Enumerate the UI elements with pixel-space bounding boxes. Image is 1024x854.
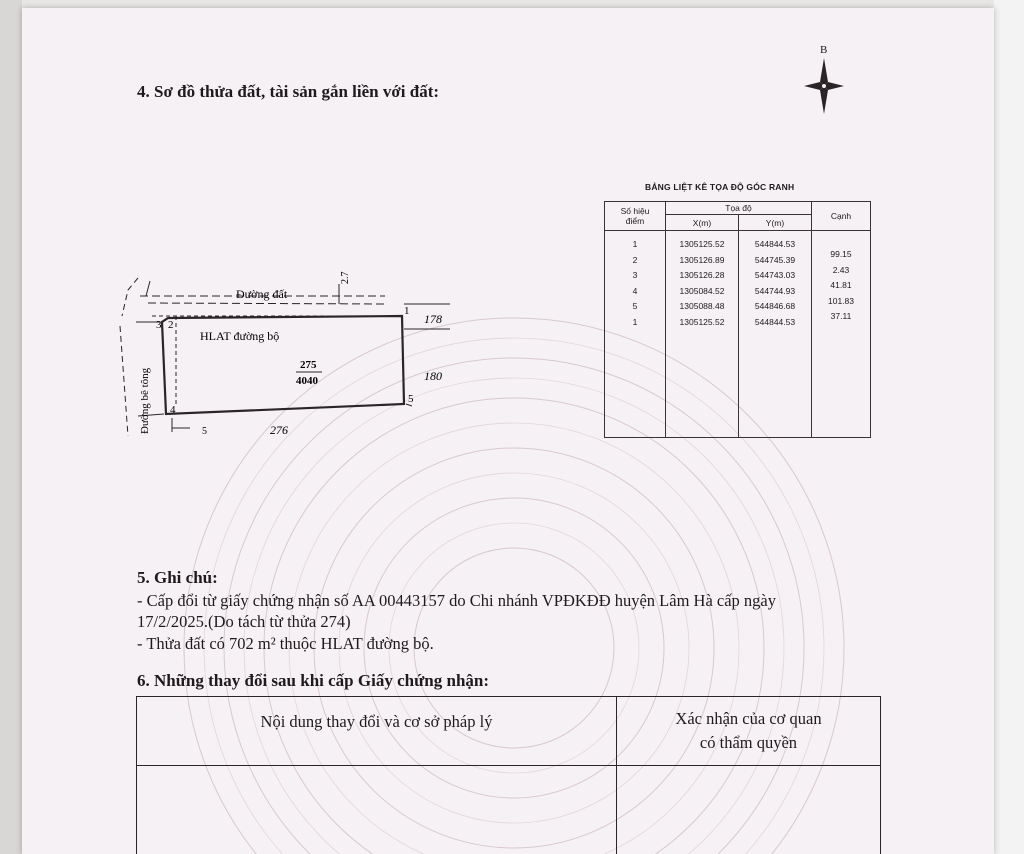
point-cell: 5 [632, 301, 638, 311]
scan-margin-left [0, 0, 22, 854]
header-point: Số hiệu điểm [605, 202, 666, 231]
section-6-title: 6. Những thay đổi sau khi cấp Giấy chứng nhận: [137, 671, 490, 690]
header-edge: Cạnh [812, 202, 871, 231]
changes-header-approval: Xác nhận của cơ quan có thẩm quyền [617, 697, 881, 766]
x-cell: 1305084.52 [679, 285, 725, 296]
hlat-label: HLAT đường bộ [200, 329, 280, 343]
header-y: Y(m) [739, 215, 812, 231]
map-point-2: 2 [168, 319, 174, 331]
coord-table-title: BẢNG LIỆT KÊ TỌA ĐỘ GÓC RANH [645, 182, 795, 192]
parcel-number: 275 [300, 359, 317, 371]
x-cell: 1305088.48 [679, 301, 725, 311]
edge-cell: 2.43 [832, 264, 850, 275]
x-cell: 1305125.52 [679, 239, 725, 249]
point-column [605, 231, 666, 438]
y-column [739, 231, 812, 438]
y-cell: 544745.39 [754, 254, 796, 265]
x-column [666, 231, 739, 438]
edge-cell: 101.83 [828, 295, 854, 306]
point-cell: 2 [632, 254, 638, 265]
edge-column [812, 231, 871, 438]
x-cell: 1305126.28 [679, 270, 725, 280]
edge-cell: 99.15 [830, 249, 852, 259]
certificate-page [22, 8, 994, 854]
road-top-label: Đường đất [236, 287, 288, 301]
map-point-4: 4 [170, 404, 176, 416]
neighbor-178: 178 [424, 312, 442, 326]
y-cell: 544844.53 [754, 316, 796, 327]
compass-label: B [820, 44, 828, 56]
road-left-label: Đường bê tông [139, 367, 151, 434]
y-cell: 544744.93 [754, 285, 796, 296]
y-cell: 544846.68 [754, 301, 796, 311]
dim-bottom-label: 5 [202, 426, 207, 437]
neighbor-276: 276 [270, 423, 288, 437]
note-line-3: - Thửa đất có 702 m² thuộc HLAT đường bộ. [137, 634, 434, 653]
point-cell: 4 [632, 285, 638, 296]
parcel-area: 4040 [296, 375, 318, 387]
changes-cell-approval [617, 766, 881, 854]
coordinate-table [604, 201, 871, 438]
changes-cell-content [137, 766, 617, 854]
map-point-3: 3 [156, 319, 162, 331]
point-cell: 3 [632, 270, 638, 280]
section-4-title: 4. Sơ đồ thửa đất, tài sản gắn liền với đất: [137, 82, 440, 101]
dim-top-label: 2.7 [340, 271, 351, 284]
header-coord: Tọa độ [666, 202, 812, 215]
edge-cell: 37.11 [830, 311, 852, 321]
point-cell: 1 [632, 239, 638, 249]
note-line-1: - Cấp đổi từ giấy chứng nhận số AA 00443157 do Chi nhánh VPĐKĐĐ huyện Lâm Hà cấp ngày [137, 591, 777, 610]
edge-cell: 41.81 [830, 280, 852, 290]
header-x: X(m) [666, 215, 739, 231]
scan-margin-right [994, 0, 1024, 854]
map-point-1: 1 [404, 305, 410, 317]
changes-table [136, 696, 881, 854]
neighbor-180: 180 [424, 369, 442, 383]
north-compass-icon [802, 42, 846, 122]
parcel-map [110, 256, 450, 446]
section-5-title: 5. Ghi chú: [137, 568, 218, 587]
y-cell: 544844.53 [754, 239, 796, 249]
changes-header-content: Nội dung thay đổi và cơ sở pháp lý [137, 697, 617, 766]
map-point-5: 5 [408, 393, 414, 405]
point-cell: 1 [632, 316, 638, 327]
y-cell: 544743.03 [754, 270, 796, 280]
x-cell: 1305126.89 [679, 254, 725, 265]
note-line-2: 17/2/2025.(Do tách từ thửa 274) [137, 612, 351, 631]
x-cell: 1305125.52 [679, 316, 725, 327]
